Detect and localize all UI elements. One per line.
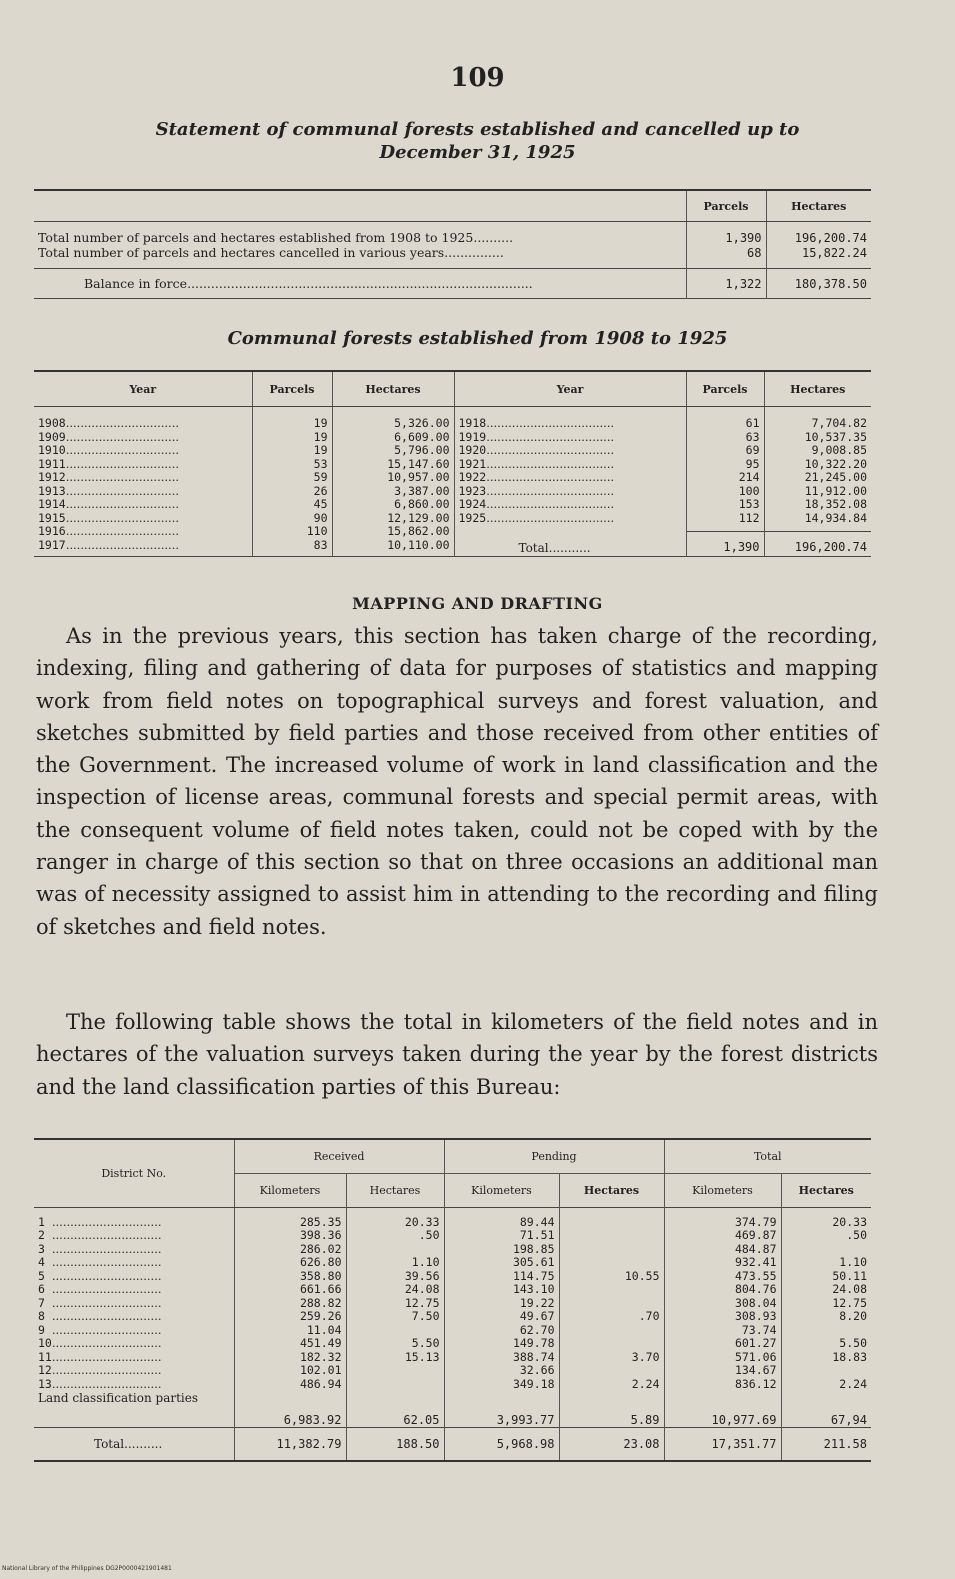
grand-total-received-ha: 188.50	[346, 1427, 444, 1461]
total-km-column: 374.79 469.87 484.87 932.41 473.55 804.76 308.04 308.93 73.74 601.27 571.06 134.67 836.12	[664, 1207, 781, 1391]
received-km-column: 285.35 398.36 286.02 626.80 358.80 661.66 288.82 259.26 11.04 451.49 182.32 102.01 486.94	[234, 1207, 346, 1391]
table1-row-hectares: 15,822.24	[766, 245, 871, 269]
table1-hectares-header: Hectares	[766, 190, 871, 222]
right-hectares-cell	[764, 407, 871, 557]
land-received-ha: 62.05	[346, 1391, 444, 1427]
total-ha-header: Hectares	[781, 1173, 871, 1207]
scan-footer: National Library of the Philippines DG2P0000421901481	[2, 1565, 172, 1572]
body-paragraph-2: The following table shows the total in kilometers of the field notes and in hectares of the valuation surveys taken during the year by the forest districts and the land classification parties of this Bureau:	[36, 1010, 878, 1099]
land-classification-label: Land classification parties	[38, 1391, 199, 1405]
communal-forests-by-year-table	[34, 370, 871, 557]
land-pending-km: 3,993.77	[444, 1391, 559, 1427]
land-received-km: 6,983.92	[234, 1391, 346, 1427]
parcels-header-right: Parcels	[686, 371, 764, 407]
received-km-header: Kilometers	[234, 1173, 346, 1207]
received-header: Received	[234, 1139, 444, 1173]
received-ha-header: Hectares	[346, 1173, 444, 1207]
right-parcels-cell	[686, 407, 764, 557]
land-pending-ha: 5.89	[559, 1391, 664, 1427]
right-years-leaders: ................................... ................................... ................................... ................................... ................................... ................................... ................................... ...................................	[486, 417, 615, 525]
parcels-header-left: Parcels	[252, 371, 332, 407]
table1-title	[0, 118, 955, 164]
districts-leaders: .............................. .............................. .............................. .............................. .............................. .............................. .............................. .............................. .............................. .............................. .............................. .............................. ..............................	[51, 1215, 162, 1391]
total-ha-column: 20.33 .50 1.10 50.11 24.08 12.75 8.20 5.50 18.83 2.24	[781, 1207, 871, 1391]
right-hectares-column: 7,704.82 10,537.35 9,008.85 10,322.20 21,245.00 11,912.00 18,352.08 14,934.84	[804, 416, 867, 525]
right-parcels-column: 61 63 69 95 214 100 153 112	[738, 416, 760, 525]
left-parcels-column: 19 19 19 53 59 26 45 90 110 83	[252, 407, 332, 557]
grand-total-ha: 211.58	[781, 1427, 871, 1461]
pending-km-header: Kilometers	[444, 1173, 559, 1207]
table2-title: Communal forests established from 1908 to 1925	[227, 328, 728, 349]
districts-column: 1 2 3 4 5 6 7 8 9 10 11 12 13	[38, 1214, 52, 1391]
total-parcels: 1,390	[687, 531, 764, 554]
table1-parcels-header: Parcels	[686, 190, 766, 222]
received-ha-column: 20.33 .50 1.10 39.56 24.08 12.75 7.50 5.50 15.13	[346, 1207, 444, 1391]
grand-total-km: 17,351.77	[664, 1427, 781, 1461]
balance-label: Balance in force.......................................................................................	[84, 276, 533, 291]
balance-hectares: 180,378.50	[766, 269, 871, 299]
pending-ha-column: 10.55 .70 3.70 2.24	[559, 1207, 664, 1391]
total-hectares: 196,200.74	[765, 531, 872, 554]
pending-ha-header: Hectares	[559, 1173, 664, 1207]
land-total-km: 10,977.69	[664, 1391, 781, 1427]
grand-total-label: Total..........	[94, 1436, 163, 1451]
table1-row-parcels: 68	[686, 245, 766, 269]
left-years-cell	[34, 407, 252, 557]
left-years-leaders: ............................... ............................... ............................... ............................... ............................... ............................... ............................... ............................... ............................... ...............................	[65, 417, 180, 552]
body-paragraph-1: As in the previous years, this section has taken charge of the recording, indexing, filing and gathering of data for purposes of statistics and mapping work from field notes on topographical surveys and forest valuation, and sketches submitted by field parties and those received from other entities of the Government. The increased volume of work in land classification and the inspection of license areas, communal forests and special permit areas, with the consequent volume of field notes taken, could not be coped with by the ranger in charge of this section so that on three occasions an additional man was of necessity assigned to assist him in attending to the recording and filing of sketches and field notes.	[36, 624, 878, 939]
pending-header: Pending	[444, 1139, 664, 1173]
districts-cell	[34, 1207, 234, 1391]
total-header: Total	[664, 1139, 871, 1173]
page-number: 109	[450, 63, 505, 93]
table1-title-line1: Statement of communal forests established and cancelled up to	[155, 119, 800, 140]
communal-forests-statement-table	[34, 189, 871, 299]
pending-km-column: 89.44 71.51 198.85 305.61 114.75 143.10 19.22 49.67 62.70 149.78 388.74 32.66 349.18	[444, 1207, 559, 1391]
land-total-ha: 67,94	[781, 1391, 871, 1427]
field-notes-table	[34, 1138, 871, 1462]
right-years-cell	[454, 407, 686, 557]
hectares-header-left: Hectares	[332, 371, 454, 407]
table1-row-label: Total number of parcels and hectares established from 1908 to 1925..........	[38, 230, 514, 245]
left-hectares-column: 5,326.00 6,609.00 5,796.00 15,147.60 10,957.00 3,387.00 6,860.00 12,129.00 15,862.00 10,110.00	[332, 407, 454, 557]
table1-row-parcels: 1,390	[686, 222, 766, 246]
year-header-left: Year	[34, 371, 252, 407]
table1-row-label: Total number of parcels and hectares cancelled in various years...............	[38, 245, 504, 260]
table1-title-line2: December 31, 1925	[379, 142, 576, 163]
district-header: District No.	[34, 1139, 234, 1207]
table1-row-hectares: 196,200.74	[766, 222, 871, 246]
grand-total-pending-km: 5,968.98	[444, 1427, 559, 1461]
total-km-header: Kilometers	[664, 1173, 781, 1207]
grand-total-pending-ha: 23.08	[559, 1427, 664, 1461]
balance-parcels: 1,322	[686, 269, 766, 299]
grand-total-received-km: 11,382.79	[234, 1427, 346, 1461]
left-years-column: 1908 1909 1910 1911 1912 1913 1914 1915 1916 1917	[38, 416, 66, 552]
section-heading: MAPPING AND DRAFTING	[352, 594, 603, 613]
right-years-column: 1918 1919 1920 1921 1922 1923 1924 1925	[458, 416, 487, 525]
total-row-label: Total...........	[518, 541, 591, 555]
table1-blank-header	[34, 190, 686, 222]
hectares-header-right: Hectares	[764, 371, 871, 407]
year-header-right: Year	[454, 371, 686, 407]
